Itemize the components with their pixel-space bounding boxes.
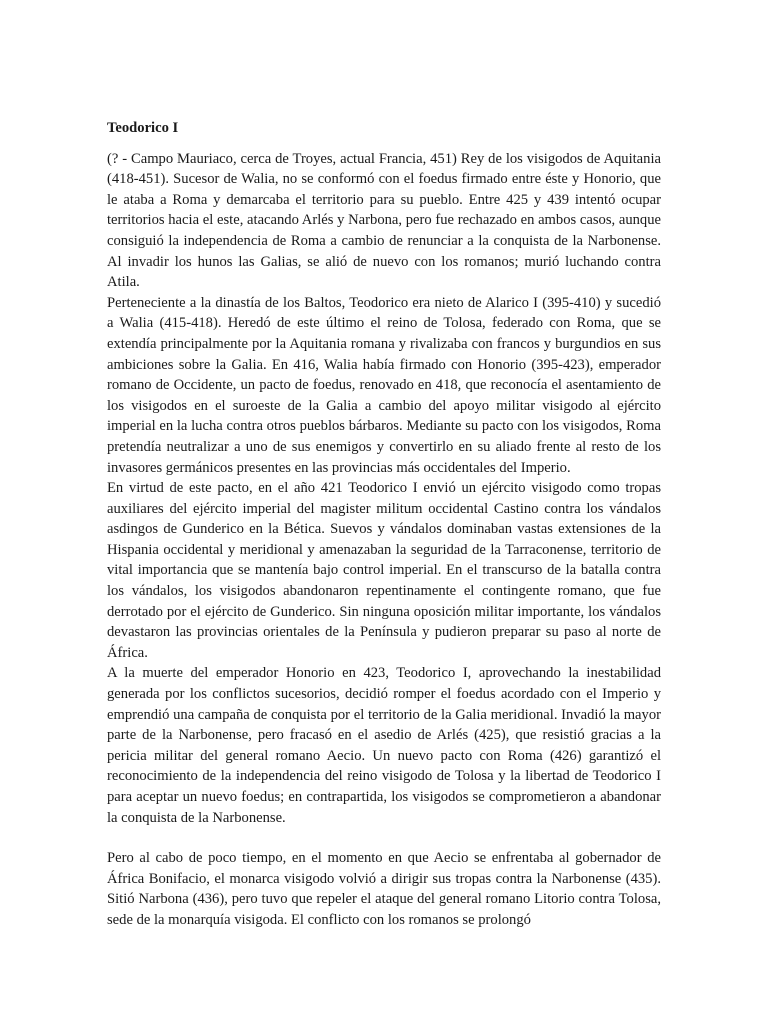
paragraph-3: En virtud de este pacto, en el año 421 Teodorico I envió un ejército visigodo como tropas auxiliares del ejército imperial del magister militum occidental Castino contra los vándalos asdingos de Gunderico en la Bética. Suevos y vándalos dominaban vastas extensiones de la Hispania occidental y meridional y amenazaban la seguridad de la Tarraconense, territorio de vital importancia que se mantenía bajo control imperial. En el transcurso de la batalla contra los vándalos, los visigodos abandonaron repentinamente el contingente romano, que fue derrotado por el ejército de Gunderico. Sin ninguna oposición militar importante, los vándalos devastaron las provincias orientales de la Península y pudieron preparar su paso al norte de África. <box>107 480 661 661</box>
document-title: Teodorico I <box>107 120 179 136</box>
paragraph-1: (? - Campo Mauriaco, cerca de Troyes, actual Francia, 451) Rey de los visigodos de Aquitania (418-451). Sucesor de Walia, no se conformó con el foedus firmado entre éste y Honorio, que le ataba a Roma y demarcaba el territorio para su pueblo. Entre 425 y 439 intentó ocupar territorios hacia el este, atacando Arlés y Narbona, pero fue rechazado en ambos casos, aunque consiguió la independencia de Roma a cambio de renunciar a la conquista de la Narbonense. Al invadir los hunos las Galias, se alió de nuevo con los romanos; murió luchando contra Atila. <box>107 150 661 291</box>
document-page <box>107 118 661 931</box>
paragraph-5: Pero al cabo de poco tiempo, en el momento en que Aecio se enfrentaba al gobernador de África Bonifacio, el monarca visigodo volvió a dirigir sus tropas contra la Narbonense (435). Sitió Narbona (436), pero tuvo que repeler el ataque del general romano Litorio contra Tolosa, sede de la monarquía visigoda. El conflicto con los romanos se prolongó <box>107 850 661 928</box>
paragraph-2: Perteneciente a la dinastía de los Baltos, Teodorico era nieto de Alarico I (395-410) y sucedió a Walia (415-418). Heredó de este último el reino de Tolosa, federado con Roma, que se extendía principalmente por la Aquitania romana y rivalizaba con francos y burgundios en sus ambiciones sobre la Galia. En 416, Walia había firmado con Honorio (395-423), emperador romano de Occidente, un pacto de foedus, renovado en 418, que reconocía el asentamiento de los visigodos en el suroeste de la Galia a cambio del apoyo militar visigodo al ejército imperial en la lucha contra otros pueblos bárbaros. Mediante su pacto con los visigodos, Roma pretendía neutralizar a uno de sus enemigos y convertirlo en su aliado frente al resto de los invasores germánicos presentes en las provincias más occidentales del Imperio. <box>107 294 661 476</box>
paragraph-4: A la muerte del emperador Honorio en 423, Teodorico I, aprovechando la inestabilidad generada por los conflictos sucesorios, decidió romper el foedus acordado con el Imperio y emprendió una campaña de conquista por el territorio de la Galia meridional. Invadió la mayor parte de la Narbonense, pero fracasó en el asedio de Arlés (425), que resistió gracias a la pericia militar del general romano Aecio. Un nuevo pacto con Roma (426) garantizó el reconocimiento de la independencia del reino visigodo de Tolosa y la libertad de Teodorico I para aceptar un nuevo foedus; en contrapartida, los visigodos se comprometieron a abandonar la conquista de la Narbonense. <box>107 665 661 826</box>
